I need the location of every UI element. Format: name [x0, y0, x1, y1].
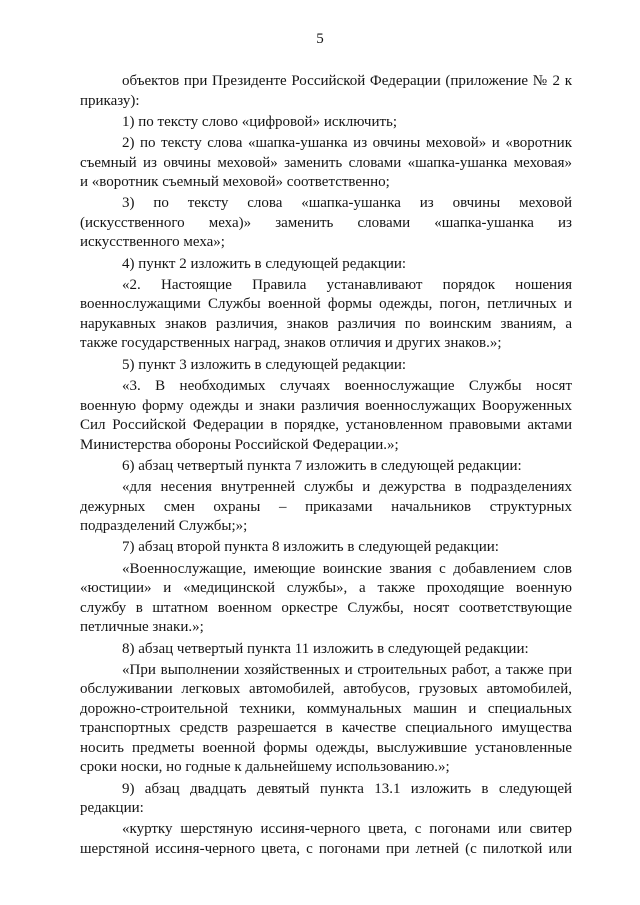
text-line: съемный из овчины меховой» заменить словами «шапка-ушанка меховая»: [80, 154, 572, 171]
paragraph: [80, 538, 572, 558]
text-line: 6) абзац четвертый пункта 7 изложить в следующей редакции:: [122, 457, 522, 474]
text-line: «3. В необходимых случаях военнослужащие Службы носят: [122, 378, 572, 395]
text-line: шерстяной иссиня-черного цвета, с погонами при летней (с пилоткой или: [80, 840, 572, 857]
text-line: «Военнослужащие, имеющие воинские звания с добавлением слов: [122, 560, 572, 577]
paragraph: [80, 72, 572, 111]
text-line: «юстиции» и «медицинской службы», а также проходящие военную: [80, 580, 572, 597]
text-line: петличные знаки.»;: [80, 619, 204, 636]
paragraph: [80, 255, 572, 275]
text-line: 5) пункт 3 изложить в следующей редакции:: [122, 356, 407, 373]
paragraph: [80, 780, 572, 819]
text-line: Сил Российской Федерации в порядке, установленном правовыми актами: [80, 417, 572, 434]
text-line: (искусственного меха)» заменить словами «шапка-ушанка из: [80, 214, 572, 231]
text-line: службу в штатном военном оркестре Службы, носят соответствующие: [80, 599, 572, 616]
text-line: «для несения внутренней службы и дежурства в подразделениях: [122, 479, 572, 496]
text-line: 1) по тексту слово «цифровой» исключить;: [122, 113, 398, 130]
text-line: обслуживании легковых автомобилей, автобусов, грузовых автомобилей,: [80, 681, 572, 698]
text-line: 4) пункт 2 изложить в следующей редакции:: [122, 255, 407, 272]
text-line: военнослужащими Службы военной формы одежды, погон, петличных и: [80, 296, 572, 313]
text-line: 3) по тексту слова «шапка-ушанка из овчины меховой: [122, 195, 572, 212]
text-line: нарукавных знаков различия, знаков различия по воинским званиям, а: [80, 315, 572, 332]
text-line: дежурных смен охраны – приказами начальников структурных: [80, 498, 572, 515]
paragraph: [80, 276, 572, 354]
text-line: приказу):: [80, 92, 140, 109]
paragraph: [80, 457, 572, 477]
paragraph: [80, 478, 572, 537]
paragraph: [80, 356, 572, 376]
text-line: подразделений Службы;»;: [80, 518, 248, 535]
text-line: 8) абзац четвертый пункта 11 изложить в следующей редакции:: [122, 640, 529, 657]
text-line: объектов при Президенте Российской Федерации (приложение № 2 к: [122, 73, 572, 89]
text-line: 2) по тексту слова «шапка-ушанка из овчины меховой» и «воротник: [122, 135, 572, 152]
text-line: также государственных наград, знаков отличия и других знаков.»;: [80, 335, 502, 352]
text-line: и «воротник съемный меховой» соответственно;: [80, 174, 390, 191]
paragraph: [80, 640, 572, 660]
paragraph: [80, 113, 572, 133]
document-body: [80, 72, 572, 859]
text-line: транспортных средств разрешается в качестве специального имущества: [80, 720, 572, 737]
text-line: 7) абзац второй пункта 8 изложить в следующей редакции:: [122, 539, 499, 556]
paragraph: [80, 820, 572, 859]
text-line: «При выполнении хозяйственных и строительных работ, а также при: [122, 661, 572, 678]
text-line: сроки носки, но годные к дальнейшему использованию.»;: [80, 759, 450, 776]
text-line: искусственного меха»;: [80, 234, 225, 251]
text-line: «2. Настоящие Правила устанавливают порядок ношения: [122, 276, 572, 293]
paragraph: [80, 194, 572, 253]
text-line: Министерства обороны Российской Федерации.»;: [80, 436, 399, 453]
text-line: носить предметы военной формы одежды, выслужившие установленные: [80, 739, 572, 756]
page-number: 5: [316, 31, 324, 47]
paragraph: [80, 661, 572, 778]
text-line: дорожно-строительной техники, коммунальных машин и специальных: [80, 700, 572, 717]
text-line: редакции:: [80, 800, 144, 817]
text-line: 9) абзац двадцать девятый пункта 13.1 изложить в следующей: [122, 780, 572, 797]
paragraph: [80, 377, 572, 455]
text-line: военную форму одежды и знаки различия военнослужащих Вооруженных: [80, 397, 572, 414]
paragraph: [80, 134, 572, 193]
text-line: «куртку шерстяную иссиня-черного цвета, с погонами или свитер: [122, 821, 572, 838]
paragraph: [80, 560, 572, 638]
